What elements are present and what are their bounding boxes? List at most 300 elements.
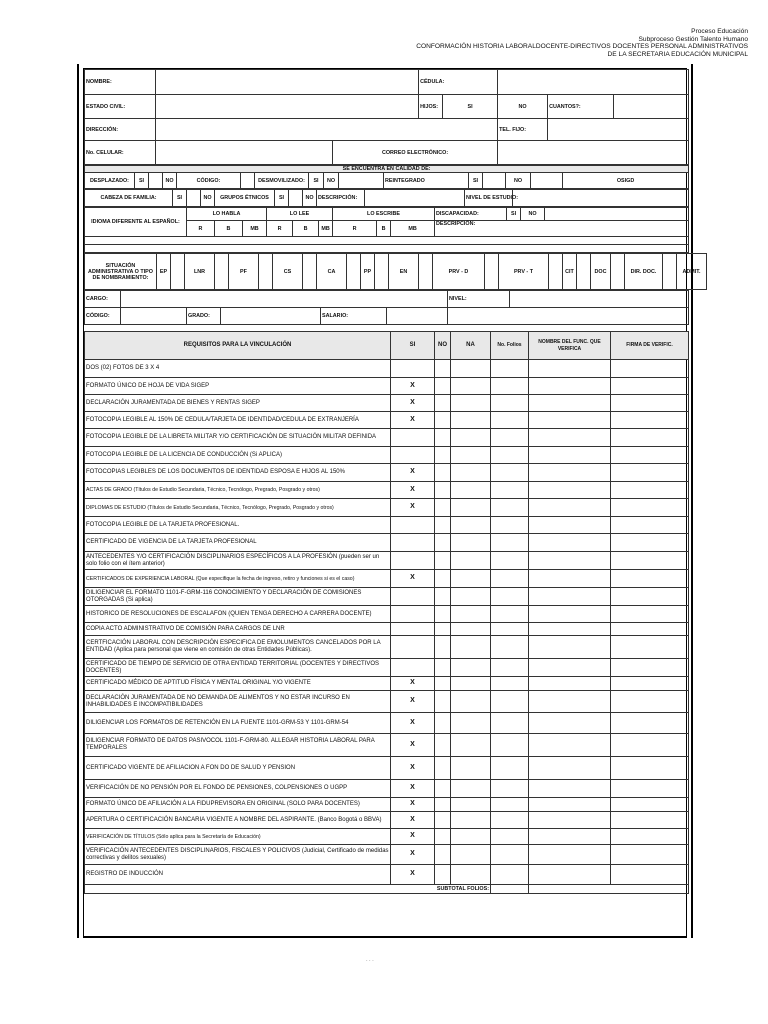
requirement-no[interactable]	[435, 713, 451, 734]
grado-field[interactable]	[221, 308, 321, 325]
requirement-folios[interactable]	[491, 734, 529, 757]
tipo-ep-box[interactable]	[171, 254, 185, 290]
requirement-si[interactable]: X	[391, 482, 435, 499]
cabeza-no[interactable]: NO	[201, 190, 215, 207]
requirement-no[interactable]	[435, 378, 451, 395]
requirement-na[interactable]	[451, 552, 491, 570]
requirement-text: ANTECEDENTES Y/O CERTIFICACIÓN DISCIPLINARIOS ESPECÍFICOS A LA PROFESIÓN (pueden ser un solo folio con el ítem anterior)	[85, 552, 391, 570]
requirement-no[interactable]	[435, 623, 451, 636]
estado-civil-field[interactable]	[156, 95, 419, 119]
requirement-si[interactable]	[391, 447, 435, 464]
nivel-estudio-field[interactable]	[513, 190, 689, 207]
requirement-na[interactable]	[451, 570, 491, 588]
requirement-si[interactable]	[391, 429, 435, 447]
requirement-funcionario[interactable]	[529, 780, 611, 798]
requirement-no[interactable]	[435, 636, 451, 659]
discapacidad-si[interactable]: SI	[507, 208, 521, 221]
desmovilizado-no[interactable]: NO	[324, 173, 339, 189]
requirement-no[interactable]	[435, 360, 451, 378]
requirement-na[interactable]	[451, 378, 491, 395]
requirement-text: DILIGENCIAR FORMATO DE DATOS PASIVOCOL 1101-F-GRM-80. ALLEGAR HISTORIA LABORAL PARA TEMPORALES	[85, 734, 391, 757]
requirement-firma[interactable]	[611, 713, 689, 734]
requirement-firma[interactable]	[611, 552, 689, 570]
requirement-text: FOTOCOPIA LEGIBLE DE LA LIBRETA MILITAR Y/O CERTIFICACIÓN DE SITUACIÓN MILITAR DEFINIDA	[85, 429, 391, 447]
habla-r[interactable]: R	[187, 221, 215, 237]
requirement-folios[interactable]	[491, 588, 529, 606]
requirement-na[interactable]	[451, 659, 491, 677]
requirement-funcionario[interactable]	[529, 623, 611, 636]
discapacidad-box[interactable]	[545, 208, 689, 221]
requirement-no[interactable]	[435, 757, 451, 780]
requirement-text: VERIFICACIÓN DE NO PENSIÓN POR EL FONDO DE PENSIONES, COLPENSIONES O UGPP	[85, 780, 391, 798]
tipo-pp: PP	[361, 254, 375, 290]
requirement-text: FOTOCOPIA LEGIBLE DE LA TARJETA PROFESIONAL.	[85, 517, 391, 534]
requirement-si[interactable]: X	[391, 412, 435, 429]
requirement-funcionario[interactable]	[529, 517, 611, 534]
requirement-na[interactable]	[451, 780, 491, 798]
requirement-na[interactable]	[451, 588, 491, 606]
requirement-row	[85, 798, 689, 812]
req-header-si: SI	[391, 332, 435, 360]
requirement-na[interactable]	[451, 360, 491, 378]
requirement-na[interactable]	[451, 482, 491, 499]
requirement-folios[interactable]	[491, 812, 529, 829]
requirement-funcionario[interactable]	[529, 429, 611, 447]
requirement-no[interactable]	[435, 517, 451, 534]
requirement-funcionario[interactable]	[529, 395, 611, 412]
requirement-folios[interactable]	[491, 757, 529, 780]
requirement-row	[85, 636, 689, 659]
discapacidad-no[interactable]: NO	[521, 208, 545, 221]
requirement-si[interactable]: X	[391, 798, 435, 812]
requirement-folios[interactable]	[491, 360, 529, 378]
requirement-firma[interactable]	[611, 606, 689, 623]
requirement-funcionario[interactable]	[529, 798, 611, 812]
requirement-na[interactable]	[451, 798, 491, 812]
requirement-firma[interactable]	[611, 534, 689, 552]
tipo-pf-box[interactable]	[259, 254, 273, 290]
cargo-field[interactable]	[121, 291, 448, 308]
requirement-firma[interactable]	[611, 360, 689, 378]
requirement-folios[interactable]	[491, 447, 529, 464]
header-line-2: Subproceso Gestión Talento Humano	[638, 35, 748, 43]
nombre-field[interactable]	[156, 70, 419, 95]
requirement-row	[85, 570, 689, 588]
tipo-prv-d: PRV - D	[433, 254, 485, 290]
desmovilizado-box[interactable]	[339, 173, 384, 189]
tipo-prv-d-box[interactable]	[485, 254, 499, 290]
requirement-funcionario[interactable]	[529, 447, 611, 464]
requirement-firma[interactable]	[611, 734, 689, 757]
requirement-text: CERTIFICADO VIGENTE DE AFILIACION A FON DO DE SALUD Y PENSION	[85, 757, 391, 780]
reintegrado-no[interactable]: NO	[506, 173, 531, 189]
requirement-row	[85, 464, 689, 482]
requirement-folios[interactable]	[491, 636, 529, 659]
requirement-no[interactable]	[435, 812, 451, 829]
requirement-no[interactable]	[435, 552, 451, 570]
requirement-si[interactable]: X	[391, 499, 435, 517]
tipo-ca-box[interactable]	[347, 254, 361, 290]
lo-habla-label: LO HABLA	[187, 208, 267, 221]
discapacidad-descripcion-label: DESCRIPCIÓN:	[435, 221, 689, 237]
requirement-funcionario[interactable]	[529, 570, 611, 588]
codigo-field[interactable]	[241, 173, 255, 189]
requirement-si[interactable]: X	[391, 757, 435, 780]
requirement-row	[85, 588, 689, 606]
requirement-na[interactable]	[451, 606, 491, 623]
cabeza-familia-label: CABEZA DE FAMILIA:	[85, 190, 173, 207]
requirement-si[interactable]: X	[391, 378, 435, 395]
tipo-en: EN	[389, 254, 419, 290]
requirement-folios[interactable]	[491, 606, 529, 623]
requirement-no[interactable]	[435, 606, 451, 623]
requirement-text: VERIFICACIÓN ANTECEDENTES DISCIPLINARIOS, FISCALES Y POLICIVOS (Judicial, Certificado de medidas correctivas y delitos sexuales)	[85, 845, 391, 865]
subtotal-extra	[529, 885, 689, 894]
requirement-firma[interactable]	[611, 623, 689, 636]
requirement-folios[interactable]	[491, 865, 529, 885]
requirement-firma[interactable]	[611, 395, 689, 412]
requirement-na[interactable]	[451, 395, 491, 412]
tipo-ep: EP	[157, 254, 171, 290]
cabeza-box[interactable]	[187, 190, 201, 207]
desmovilizado-si[interactable]: SI	[309, 173, 324, 189]
requirement-si[interactable]: X	[391, 865, 435, 885]
requirement-no[interactable]	[435, 798, 451, 812]
tipo-prv-t-box[interactable]	[549, 254, 563, 290]
requirement-no[interactable]	[435, 734, 451, 757]
requirement-folios[interactable]	[491, 517, 529, 534]
requirement-firma[interactable]	[611, 517, 689, 534]
tipo-dir-doc-box[interactable]	[663, 254, 677, 290]
tel-fijo-field[interactable]	[548, 119, 689, 141]
requirement-funcionario[interactable]	[529, 734, 611, 757]
requirement-text: CERTIFICADO DE VIGENCIA DE LA TARJETA PROFESIONAL	[85, 534, 391, 552]
requirement-row	[85, 447, 689, 464]
tipo-dir-doc: DIR. DOC.	[625, 254, 663, 290]
requirement-na[interactable]	[451, 429, 491, 447]
codigo-label: CÓDIGO:	[177, 173, 241, 189]
requirement-folios[interactable]	[491, 798, 529, 812]
requirement-si[interactable]	[391, 659, 435, 677]
requirement-folios[interactable]	[491, 691, 529, 713]
requirement-funcionario[interactable]	[529, 829, 611, 845]
requirement-si[interactable]: X	[391, 734, 435, 757]
descripcion-field[interactable]	[365, 190, 465, 207]
requirement-funcionario[interactable]	[529, 534, 611, 552]
nivel-field[interactable]	[510, 291, 689, 308]
requirement-firma[interactable]	[611, 812, 689, 829]
requirement-text: CERTFICACIÓN LABORAL CON DESCRIPCIÓN ESPECIFICA DE EMOLUMENTOS CANCELADOS POR LA ENTIDAD (Aplica para personal que viene en comisión de otras Entidades Públicas).	[85, 636, 391, 659]
estado-civil-label: ESTADO CIVIL:	[85, 95, 156, 119]
requirement-firma[interactable]	[611, 499, 689, 517]
requirement-na[interactable]	[451, 865, 491, 885]
requirement-no[interactable]	[435, 447, 451, 464]
requirement-row	[85, 395, 689, 412]
escribe-mb[interactable]: MB	[391, 221, 435, 237]
etnicos-box[interactable]	[289, 190, 303, 207]
requirement-text: DECLARACIÓN JURAMENTADA DE NO DEMANDA DE ALIMENTOS Y NO ESTAR INCURSO EN INHABILIDADES E INCOMPATIBILIDADES	[85, 691, 391, 713]
requirement-no[interactable]	[435, 464, 451, 482]
requirement-no[interactable]	[435, 588, 451, 606]
requirement-folios[interactable]	[491, 464, 529, 482]
requirement-si[interactable]: X	[391, 845, 435, 865]
requirement-firma[interactable]	[611, 570, 689, 588]
requirement-firma[interactable]	[611, 447, 689, 464]
requirement-folios[interactable]	[491, 659, 529, 677]
desplazado-no[interactable]: NO	[163, 173, 177, 189]
etnicos-label: GRUPOS ÉTNICOS	[215, 190, 275, 207]
direccion-field[interactable]	[156, 119, 498, 141]
requirement-funcionario[interactable]	[529, 713, 611, 734]
tipo-cs-box[interactable]	[303, 254, 317, 290]
requirement-firma[interactable]	[611, 429, 689, 447]
hijos-label: HIJOS:	[419, 95, 443, 119]
desplazado-si-box[interactable]	[149, 173, 163, 189]
requirement-na[interactable]	[451, 412, 491, 429]
correo-label: CORREO ELECTRÓNICO:	[333, 141, 498, 165]
requirement-funcionario[interactable]	[529, 757, 611, 780]
requirement-si[interactable]: X	[391, 812, 435, 829]
tipo-pp-box[interactable]	[375, 254, 389, 290]
requirement-funcionario[interactable]	[529, 636, 611, 659]
requirement-firma[interactable]	[611, 865, 689, 885]
requirement-folios[interactable]	[491, 378, 529, 395]
requirement-no[interactable]	[435, 691, 451, 713]
requirement-funcionario[interactable]	[529, 659, 611, 677]
requirement-si[interactable]: X	[391, 780, 435, 798]
lo-lee-label: LO LEE	[267, 208, 333, 221]
subtotal-field[interactable]	[491, 885, 529, 894]
requirement-text: FORMATO ÚNICO DE AFILIACIÓN A LA FIDUPREVISORA EN ORIGINAL (SOLO PARA DOCENTES)	[85, 798, 391, 812]
requirement-folios[interactable]	[491, 429, 529, 447]
requirement-funcionario[interactable]	[529, 464, 611, 482]
requirement-no[interactable]	[435, 570, 451, 588]
requirement-row	[85, 606, 689, 623]
requirement-no[interactable]	[435, 534, 451, 552]
hijos-no[interactable]: NO	[498, 95, 548, 119]
requirement-funcionario[interactable]	[529, 677, 611, 691]
form-frame	[77, 64, 701, 938]
tipo-lnr-box[interactable]	[215, 254, 229, 290]
requirement-na[interactable]	[451, 447, 491, 464]
requirement-na[interactable]	[451, 691, 491, 713]
escribe-b[interactable]: B	[377, 221, 391, 237]
requirement-na[interactable]	[451, 677, 491, 691]
requirement-si[interactable]	[391, 534, 435, 552]
requirement-folios[interactable]	[491, 780, 529, 798]
requirement-si[interactable]: X	[391, 570, 435, 588]
requirement-no[interactable]	[435, 482, 451, 499]
requirement-folios[interactable]	[491, 845, 529, 865]
requirement-row	[85, 734, 689, 757]
correo-field[interactable]	[498, 141, 689, 165]
requirement-na[interactable]	[451, 464, 491, 482]
reintegrado-si[interactable]: SI	[469, 173, 483, 189]
requirement-folios[interactable]	[491, 482, 529, 499]
requirement-funcionario[interactable]	[529, 691, 611, 713]
familia-table	[84, 189, 689, 207]
reintegrado-label: REINTEGRADO	[384, 173, 469, 189]
reintegrado-no-box[interactable]	[531, 173, 563, 189]
requirement-firma[interactable]	[611, 464, 689, 482]
nivel-label: NIVEL:	[448, 291, 510, 308]
requirement-folios[interactable]	[491, 713, 529, 734]
requirement-folios[interactable]	[491, 395, 529, 412]
requirement-text: DILIGENCIAR LOS FORMATOS DE RETENCIÓN EN LA FUENTE 1101-GRM-53 Y 1101-GRM-54	[85, 713, 391, 734]
requirement-si[interactable]	[391, 606, 435, 623]
requirement-no[interactable]	[435, 659, 451, 677]
cedula-field[interactable]	[498, 70, 689, 95]
requirement-funcionario[interactable]	[529, 552, 611, 570]
requirement-no[interactable]	[435, 845, 451, 865]
direccion-label: DIRECCIÓN:	[85, 119, 156, 141]
reintegrado-si-box[interactable]	[483, 173, 506, 189]
requirement-firma[interactable]	[611, 780, 689, 798]
requirement-si[interactable]	[391, 552, 435, 570]
requirement-funcionario[interactable]	[529, 845, 611, 865]
requirement-folios[interactable]	[491, 570, 529, 588]
requirement-no[interactable]	[435, 780, 451, 798]
requirement-folios[interactable]	[491, 552, 529, 570]
requirement-firma[interactable]	[611, 757, 689, 780]
requirement-si[interactable]: X	[391, 677, 435, 691]
tipo-admit: ADMIT.	[677, 254, 707, 290]
requirement-na[interactable]	[451, 636, 491, 659]
req-header-no: NO	[435, 332, 451, 360]
requirement-no[interactable]	[435, 865, 451, 885]
requirement-na[interactable]	[451, 757, 491, 780]
requirement-firma[interactable]	[611, 677, 689, 691]
requirement-firma[interactable]	[611, 588, 689, 606]
cuantos-label: CUANTOS?:	[548, 95, 614, 119]
etnicos-no[interactable]: NO	[303, 190, 317, 207]
requirement-firma[interactable]	[611, 482, 689, 499]
requirement-si[interactable]: X	[391, 464, 435, 482]
salario-field[interactable]	[387, 308, 448, 325]
requirement-no[interactable]	[435, 829, 451, 845]
cuantos-field[interactable]	[614, 95, 689, 119]
requirement-si[interactable]: X	[391, 395, 435, 412]
requirement-folios[interactable]	[491, 499, 529, 517]
requirement-folios[interactable]	[491, 623, 529, 636]
desplazado-label: DESPLAZADO:	[85, 173, 135, 189]
requirement-folios[interactable]	[491, 412, 529, 429]
requirement-firma[interactable]	[611, 412, 689, 429]
requirement-row	[85, 552, 689, 570]
codigo-cargo-field[interactable]	[121, 308, 187, 325]
requirement-na[interactable]	[451, 623, 491, 636]
requirement-funcionario[interactable]	[529, 378, 611, 395]
requirement-no[interactable]	[435, 677, 451, 691]
requirement-no[interactable]	[435, 395, 451, 412]
requirement-si[interactable]	[391, 360, 435, 378]
subtotal-label: SUBTOTAL FOLIOS:	[85, 885, 491, 894]
requirement-firma[interactable]	[611, 659, 689, 677]
requirement-firma[interactable]	[611, 636, 689, 659]
requirement-na[interactable]	[451, 713, 491, 734]
requirement-funcionario[interactable]	[529, 412, 611, 429]
lee-r[interactable]: R	[267, 221, 293, 237]
requirement-no[interactable]	[435, 429, 451, 447]
etnicos-si[interactable]: SI	[275, 190, 289, 207]
requirement-funcionario[interactable]	[529, 588, 611, 606]
requirements-body	[85, 360, 689, 885]
requirement-si[interactable]	[391, 517, 435, 534]
requirement-row	[85, 812, 689, 829]
requirement-row	[85, 378, 689, 395]
requirement-row	[85, 499, 689, 517]
requirement-na[interactable]	[451, 499, 491, 517]
req-header-funcionario: NOMBRE DEL FUNC. QUE VERIFICA	[529, 332, 611, 360]
requirement-firma[interactable]	[611, 845, 689, 865]
hijos-si[interactable]: SI	[443, 95, 498, 119]
requirement-text: HISTORICO DE RESOLUCIONES DE ESCALAFON (QUIEN TENGA DERECHO A CARRERA DOCENTE)	[85, 606, 391, 623]
requirement-funcionario[interactable]	[529, 360, 611, 378]
cargo-table	[84, 290, 689, 325]
cabeza-si[interactable]: SI	[173, 190, 187, 207]
requirement-firma[interactable]	[611, 691, 689, 713]
escribe-r[interactable]: R	[333, 221, 377, 237]
requirement-funcionario[interactable]	[529, 812, 611, 829]
requirement-firma[interactable]	[611, 798, 689, 812]
requirement-text: REGISTRO DE INDUCCIÓN	[85, 865, 391, 885]
tipo-en-box[interactable]	[419, 254, 433, 290]
requirement-funcionario[interactable]	[529, 606, 611, 623]
requirement-funcionario[interactable]	[529, 865, 611, 885]
requirement-na[interactable]	[451, 517, 491, 534]
desplazado-si[interactable]: SI	[135, 173, 149, 189]
requirement-si[interactable]	[391, 588, 435, 606]
idioma-table	[84, 207, 689, 253]
requirement-no[interactable]	[435, 412, 451, 429]
lee-mb[interactable]: MB	[319, 221, 333, 237]
requirement-na[interactable]	[451, 812, 491, 829]
requirement-na[interactable]	[451, 845, 491, 865]
requirement-folios[interactable]	[491, 829, 529, 845]
lee-b[interactable]: B	[293, 221, 319, 237]
requirement-text: FOTOCOPIAS LEGIBLES DE LOS DOCUMENTOS DE IDENTIDAD ESPOSA E HIJOS AL 150%	[85, 464, 391, 482]
requirement-funcionario[interactable]	[529, 499, 611, 517]
requirement-firma[interactable]	[611, 829, 689, 845]
requirement-text: COPIA ACTO ADMINISTRATIVO DE COMISIÓN PARA CARGOS DE LNR	[85, 623, 391, 636]
requirement-text: FOTOCOPIA LEGIBLE DE LA LICENCIA DE CONDUCCIÓN (Si APLICA)	[85, 447, 391, 464]
habla-mb[interactable]: MB	[243, 221, 267, 237]
tipo-cit-box[interactable]	[577, 254, 591, 290]
requirement-na[interactable]	[451, 534, 491, 552]
blank-row	[85, 245, 689, 253]
habla-b[interactable]: B	[215, 221, 243, 237]
requirement-si[interactable]: X	[391, 691, 435, 713]
requirement-firma[interactable]	[611, 378, 689, 395]
requirement-no[interactable]	[435, 499, 451, 517]
requirement-folios[interactable]	[491, 677, 529, 691]
requirement-si[interactable]: X	[391, 713, 435, 734]
requirement-si[interactable]: X	[391, 829, 435, 845]
tipo-doc-box[interactable]	[611, 254, 625, 290]
requirement-si[interactable]	[391, 636, 435, 659]
celular-field[interactable]	[156, 141, 333, 165]
requirement-funcionario[interactable]	[529, 482, 611, 499]
requirement-text: FORMATO ÚNICO DE HOJA DE VIDA SIGEP	[85, 378, 391, 395]
salario-label: SALARIO:	[321, 308, 387, 325]
requirement-na[interactable]	[451, 734, 491, 757]
document-header	[416, 28, 748, 58]
requirement-folios[interactable]	[491, 534, 529, 552]
req-header-requisitos: REQUISITOS PARA LA VINCULACIÓN	[85, 332, 391, 360]
requirement-na[interactable]	[451, 829, 491, 845]
requirement-si[interactable]	[391, 623, 435, 636]
nombre-label: NOMBRE:	[85, 70, 156, 95]
